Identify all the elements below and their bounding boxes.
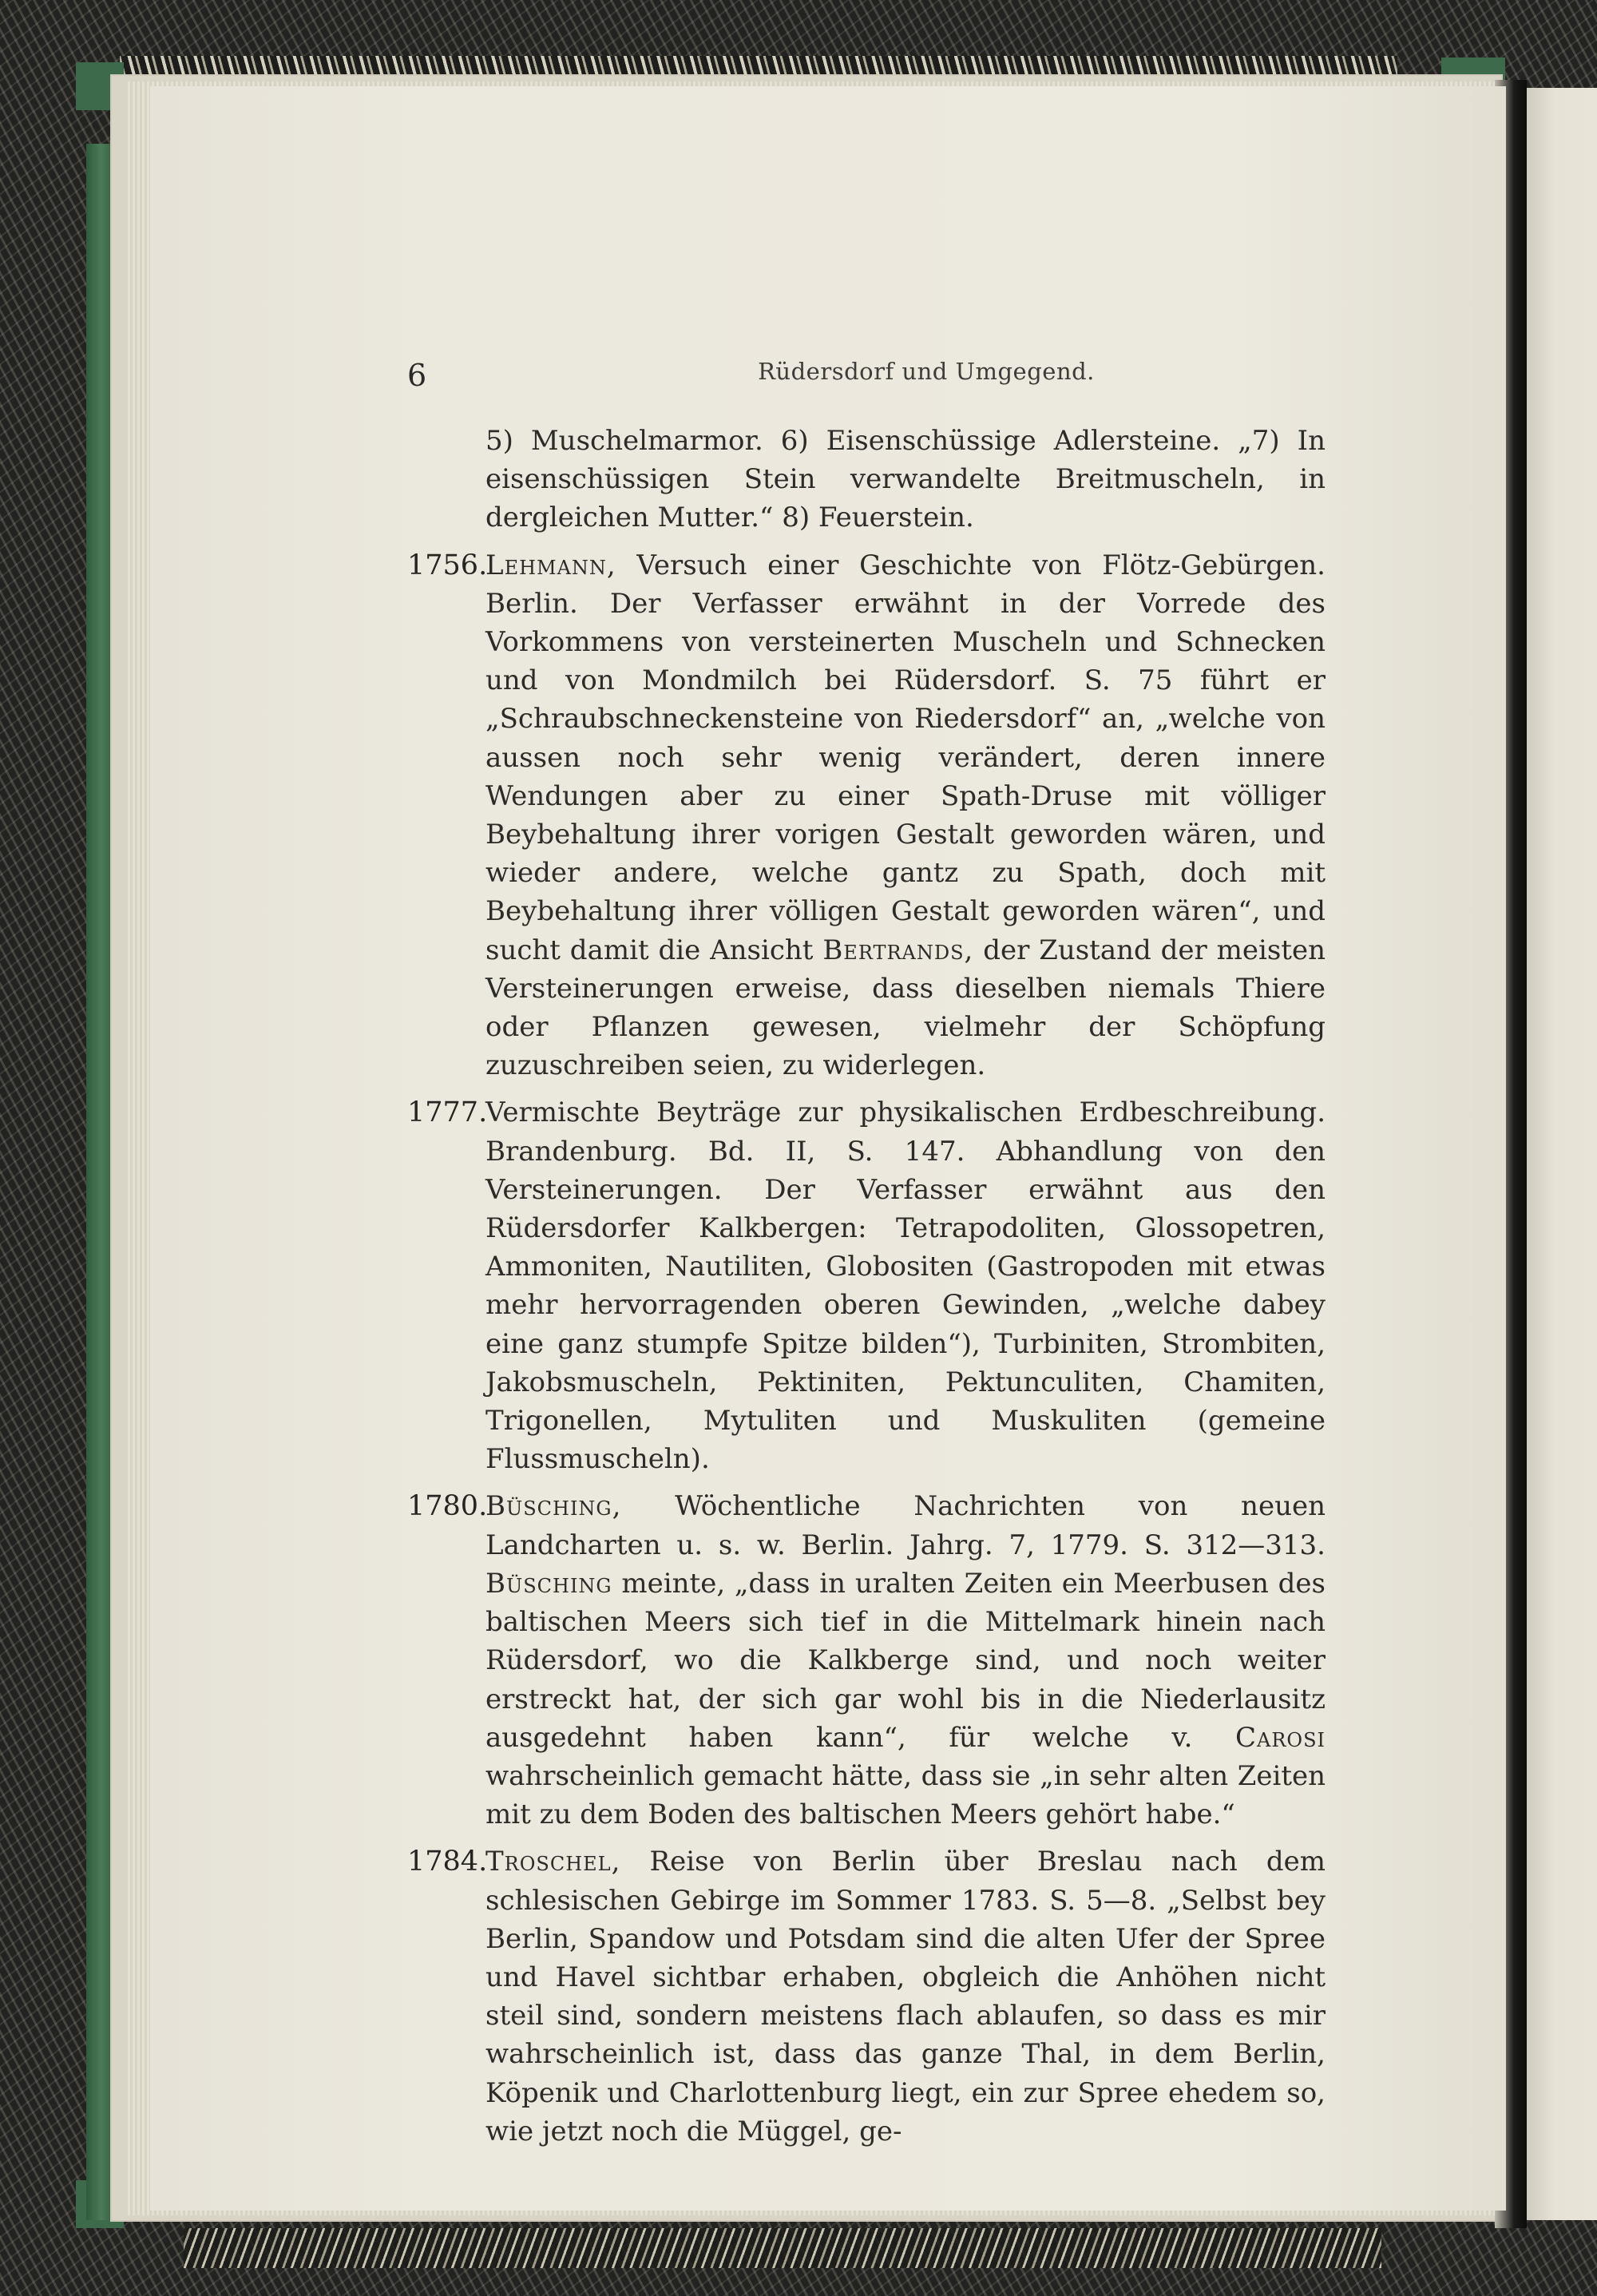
marbled-edge-bottom xyxy=(184,2228,1381,2268)
entry-author: Büsching, xyxy=(485,1490,622,1523)
entry-text xyxy=(485,1842,1326,2151)
entry-cited-name: Carosi xyxy=(1234,1721,1326,1754)
entry-text xyxy=(485,546,1326,1085)
entry-cited-name: Bertrands, xyxy=(822,934,974,966)
entry-cited-name: Büsching xyxy=(485,1567,612,1600)
bibliography-entry xyxy=(407,1487,1326,1834)
entry-author: Troschel, xyxy=(485,1846,621,1878)
entry-body: Vermischte Beyträge zur physikalischen Erdbeschreibung. Brandenburg. Bd. II, S. 147. Abhandlung von den Versteinerungen. Der Verfasser erwähnt aus den Rüdersdorfer Kalkbergen: Tetrapodoliten, Glossopetren, Ammoniten, Nautiliten, Globositen (Gastropoden mit etwas mehr hervorragenden oberen Gewinden, „welche dabey eine ganz stumpfe Spitze bilden“), Turbiniten, Strombiten, Jakobsmuscheln, Pektiniten, Pektunculiten, Chamiten, Trigonellen, Mytuliten und Muskuliten (gemeine Flussmuscheln). xyxy=(485,1096,1326,1476)
entry-year: 1756. xyxy=(407,549,488,581)
entry-body-cont: wahrscheinlich gemacht hätte, dass sie „in sehr alten Zeiten mit zu dem Boden des baltischen Meers gehört habe.“ xyxy=(485,1759,1326,1831)
entry-text xyxy=(485,1487,1326,1834)
continued-paragraph: 5) Muschelmarmor. 6) Eisenschüssige Adlersteine. „7) In eisenschüssigen Stein verwandelte Breitmuscheln, in dergleichen Mutter.“ 8) Feuerstein. xyxy=(485,425,1326,534)
bibliography-entry xyxy=(407,1842,1326,2151)
entry-body: Versuch einer Geschichte von Flötz-Gebürgen. Berlin. Der Verfasser erwähnt in der Vorrede des Vorkommens von versteinerten Muscheln und Schnecken und von Mondmilch bei Rüdersdorf. S. 75 führt er „Schraubschneckensteine von Riedersdorf“ an, „welche von aussen noch sehr wenig verändert, deren innere Wendungen aber zu einer Spath-Druse mit völliger Beybehaltung ihrer vorigen Gestalt geworden wären, und wieder andere, welche gantz zu Spath, doch mit Beybehaltung ihrer völligen Gestalt geworden wären“, und sucht damit die Ansicht xyxy=(485,549,1326,966)
page-body xyxy=(407,422,1326,2159)
page-number: 6 xyxy=(407,358,427,393)
entry-body: Reise von Berlin über Breslau nach dem schlesischen Gebirge im Sommer 1783. S. 5—8. „Selbst bey Berlin, Spandow und Potsdam sind die alten Ufer der Spree und Havel sichtbar erhaben, obgleich die Anhöhen nicht steil sind, sondern meistens flach ablaufen, so dass es mir wahrscheinlich ist, dass das ganze Thal, in dem Berlin, Köpenik und Charlottenburg liegt, ein zur Spree ehedem so, wie jetzt noch die Müggel, ge- xyxy=(485,1846,1326,2147)
running-head: Rüdersdorf und Umgegend. xyxy=(758,358,1095,385)
bibliography-entry xyxy=(407,1093,1326,1478)
entry-year: 1780. xyxy=(407,1490,488,1523)
entry-author: Lehmann, xyxy=(485,549,616,581)
entry-text xyxy=(485,1093,1326,1478)
cover-spine-strip xyxy=(86,144,113,2220)
entry-body-cont: der Zustand der meisten Versteinerungen erweise, dass dieselben niemals Thiere oder Pflanzen gewesen, vielmehr der Schöpfung zuzuschreiben seien, zu widerlegen. xyxy=(485,934,1326,1082)
entry-year: 1777. xyxy=(407,1096,488,1129)
entry-year: 1784. xyxy=(407,1846,488,1878)
bibliography-entry xyxy=(407,546,1326,1085)
entry-body-cont: meinte, „dass in uralten Zeiten ein Meerbusen des baltischen Meers sich tief in die Mittelmark hinein nach Rüdersdorf, wo die Kalkberge sind, und noch weiter erstreckt hat, der sich gar wohl bis in die Niederlausitz ausgedehnt haben kann“, für welche v. xyxy=(485,1567,1326,1754)
facing-page xyxy=(1527,88,1597,2220)
entry-body: Wöchentliche Nachrichten von neuen Landcharten u. s. w. Berlin. Jahrg. 7, 1779. S. 312—313. xyxy=(485,1490,1326,1561)
